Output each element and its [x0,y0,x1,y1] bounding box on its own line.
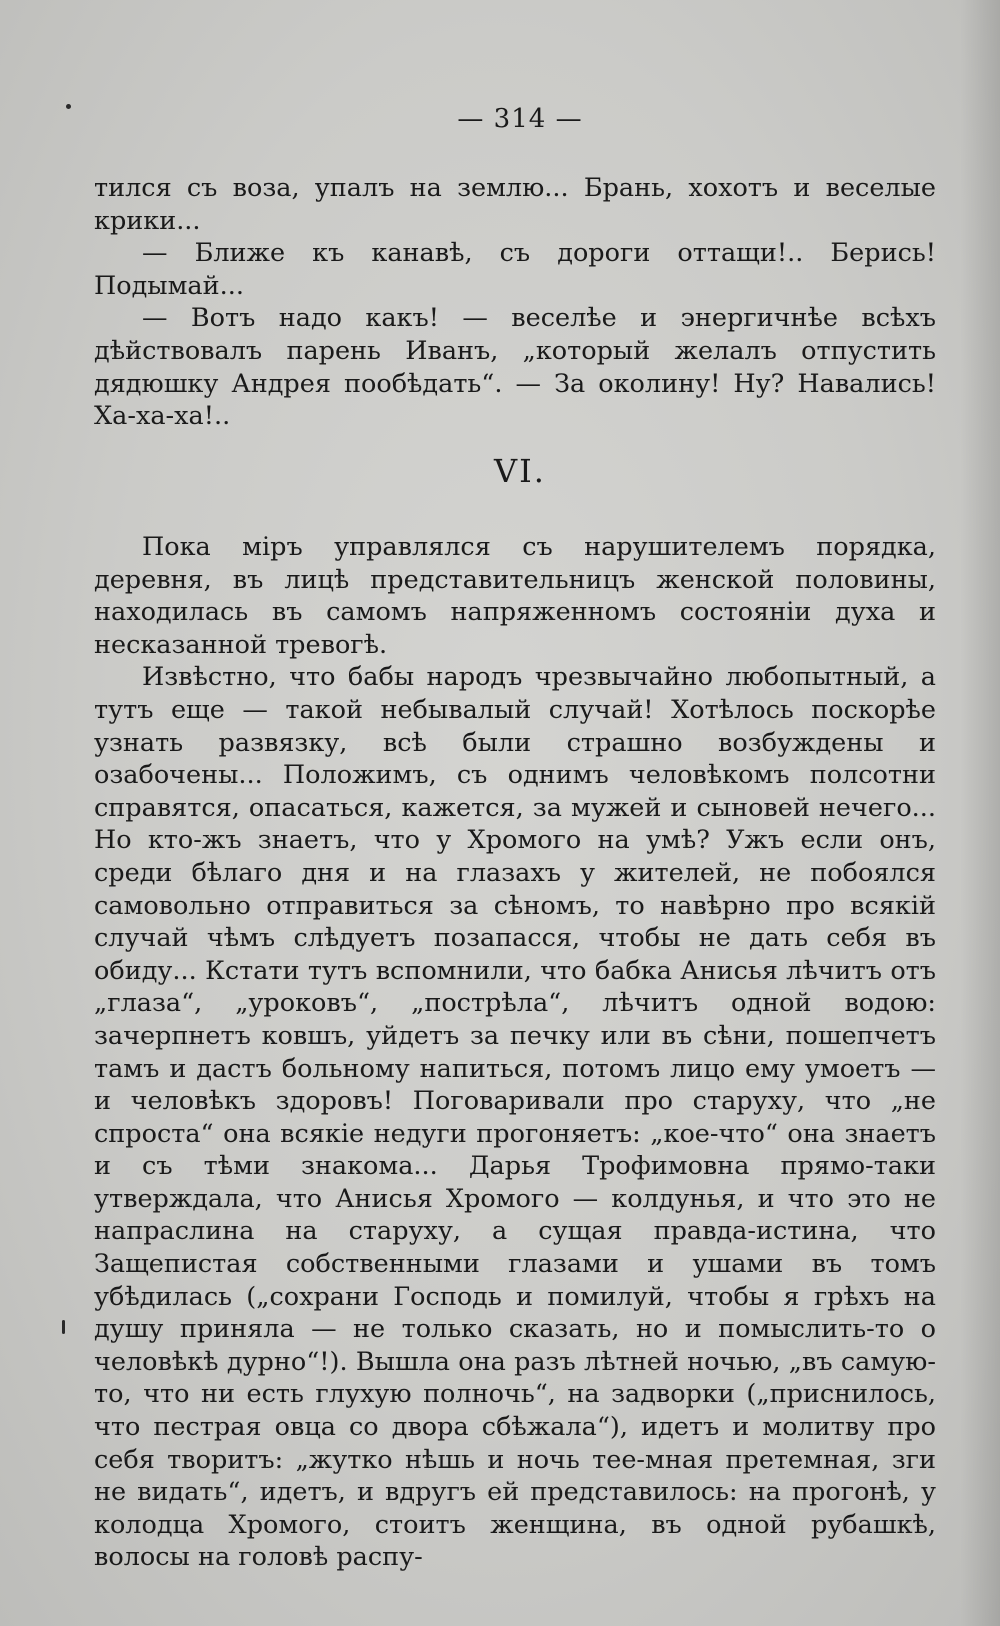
dust-speck [62,1320,65,1334]
page-edge-shadow [960,0,1000,1626]
paragraph: Извѣстно, что бабы народъ чрезвычайно любопытный, а тутъ еще — такой небывалый случай! Хотѣлось поскорѣе узнать развязку, всѣ были страшно возбуждены и озабочены... Положимъ, съ однимъ человѣкомъ полсотни справятся, опасаться, кажется, за мужей и сыновей нечего... Но кто-жъ знаетъ, что у Хромого на умѣ? Ужъ если онъ, среди бѣлаго дня и на глазахъ у жителей, не побоялся самовольно отправиться за сѣномъ, то навѣрно про всякій случай чѣмъ слѣдуетъ позапасся, чтобы не дать себя въ обиду... Кстати тутъ вспомнили, что бабка Анисья лѣчитъ отъ „глаза“, „уроковъ“, „пострѣла“, лѣчитъ одной водою: зачерпнетъ ковшъ, уйдетъ за печку или въ сѣни, пошепчетъ тамъ и дастъ больному напиться, потомъ лицо ему умоетъ — и человѣкъ здоровъ! Поговаривали про старуху, что „не спроста“ она всякіе недуги прогоняетъ: „кое-что“ она знаетъ и съ тѣми знакома... Дарья Трофимовна прямо-таки утверждала, что Анисья Хромого — колдунья, и что это не напраслина на старуху, а сущая правда-истина, что Защепистая собственными глазами и ушами въ томъ убѣдилась („сохрани Господь и помилуй, чтобы я грѣхъ на душу приняла — не только сказать, но и помыслить-то о человѣкѣ дурно“!). Вышла она разъ лѣтней ночью, „въ самую-то, что ни есть глухую полночь“, на задворки („приснилось, что пестрая овца со двора сбѣжала“), идетъ и молитву про себя творитъ: „жутко нѣшь и ночь тее-мная претемная, зги не видать“, идетъ, и вдругъ ей представилось: на прогонѣ, у колодца Хромого, стоитъ женщина, въ одной рубашкѣ, волосы на головѣ распу- [94,662,936,1573]
dust-speck [66,104,71,109]
page-number: — 314 — [457,104,583,134]
paragraph: Пока міръ управлялся съ нарушителемъ порядка, деревня, въ лицѣ представительницъ женской половины, находилась въ самомъ напряженномъ состояніи духа и несказанной тревогѣ. [94,532,936,660]
text-block-main [94,531,936,1574]
paragraph: — Вотъ надо какъ! — веселѣе и энергичнѣе всѣхъ дѣйствовалъ парень Иванъ, „который желалъ отпустить дядюшку Андрея пообѣдать“. — За околину! Ну? Навались! Ха-ха-ха!.. [94,303,936,432]
paragraph: — Ближе къ канавѣ, съ дороги оттащи!.. Берись! Подымай... [94,238,936,301]
paragraph: тился съ воза, упалъ на землю... Брань, хохотъ и веселые крики... [94,173,936,236]
text-block-top [94,172,936,433]
chapter-heading: VI. [494,452,546,490]
